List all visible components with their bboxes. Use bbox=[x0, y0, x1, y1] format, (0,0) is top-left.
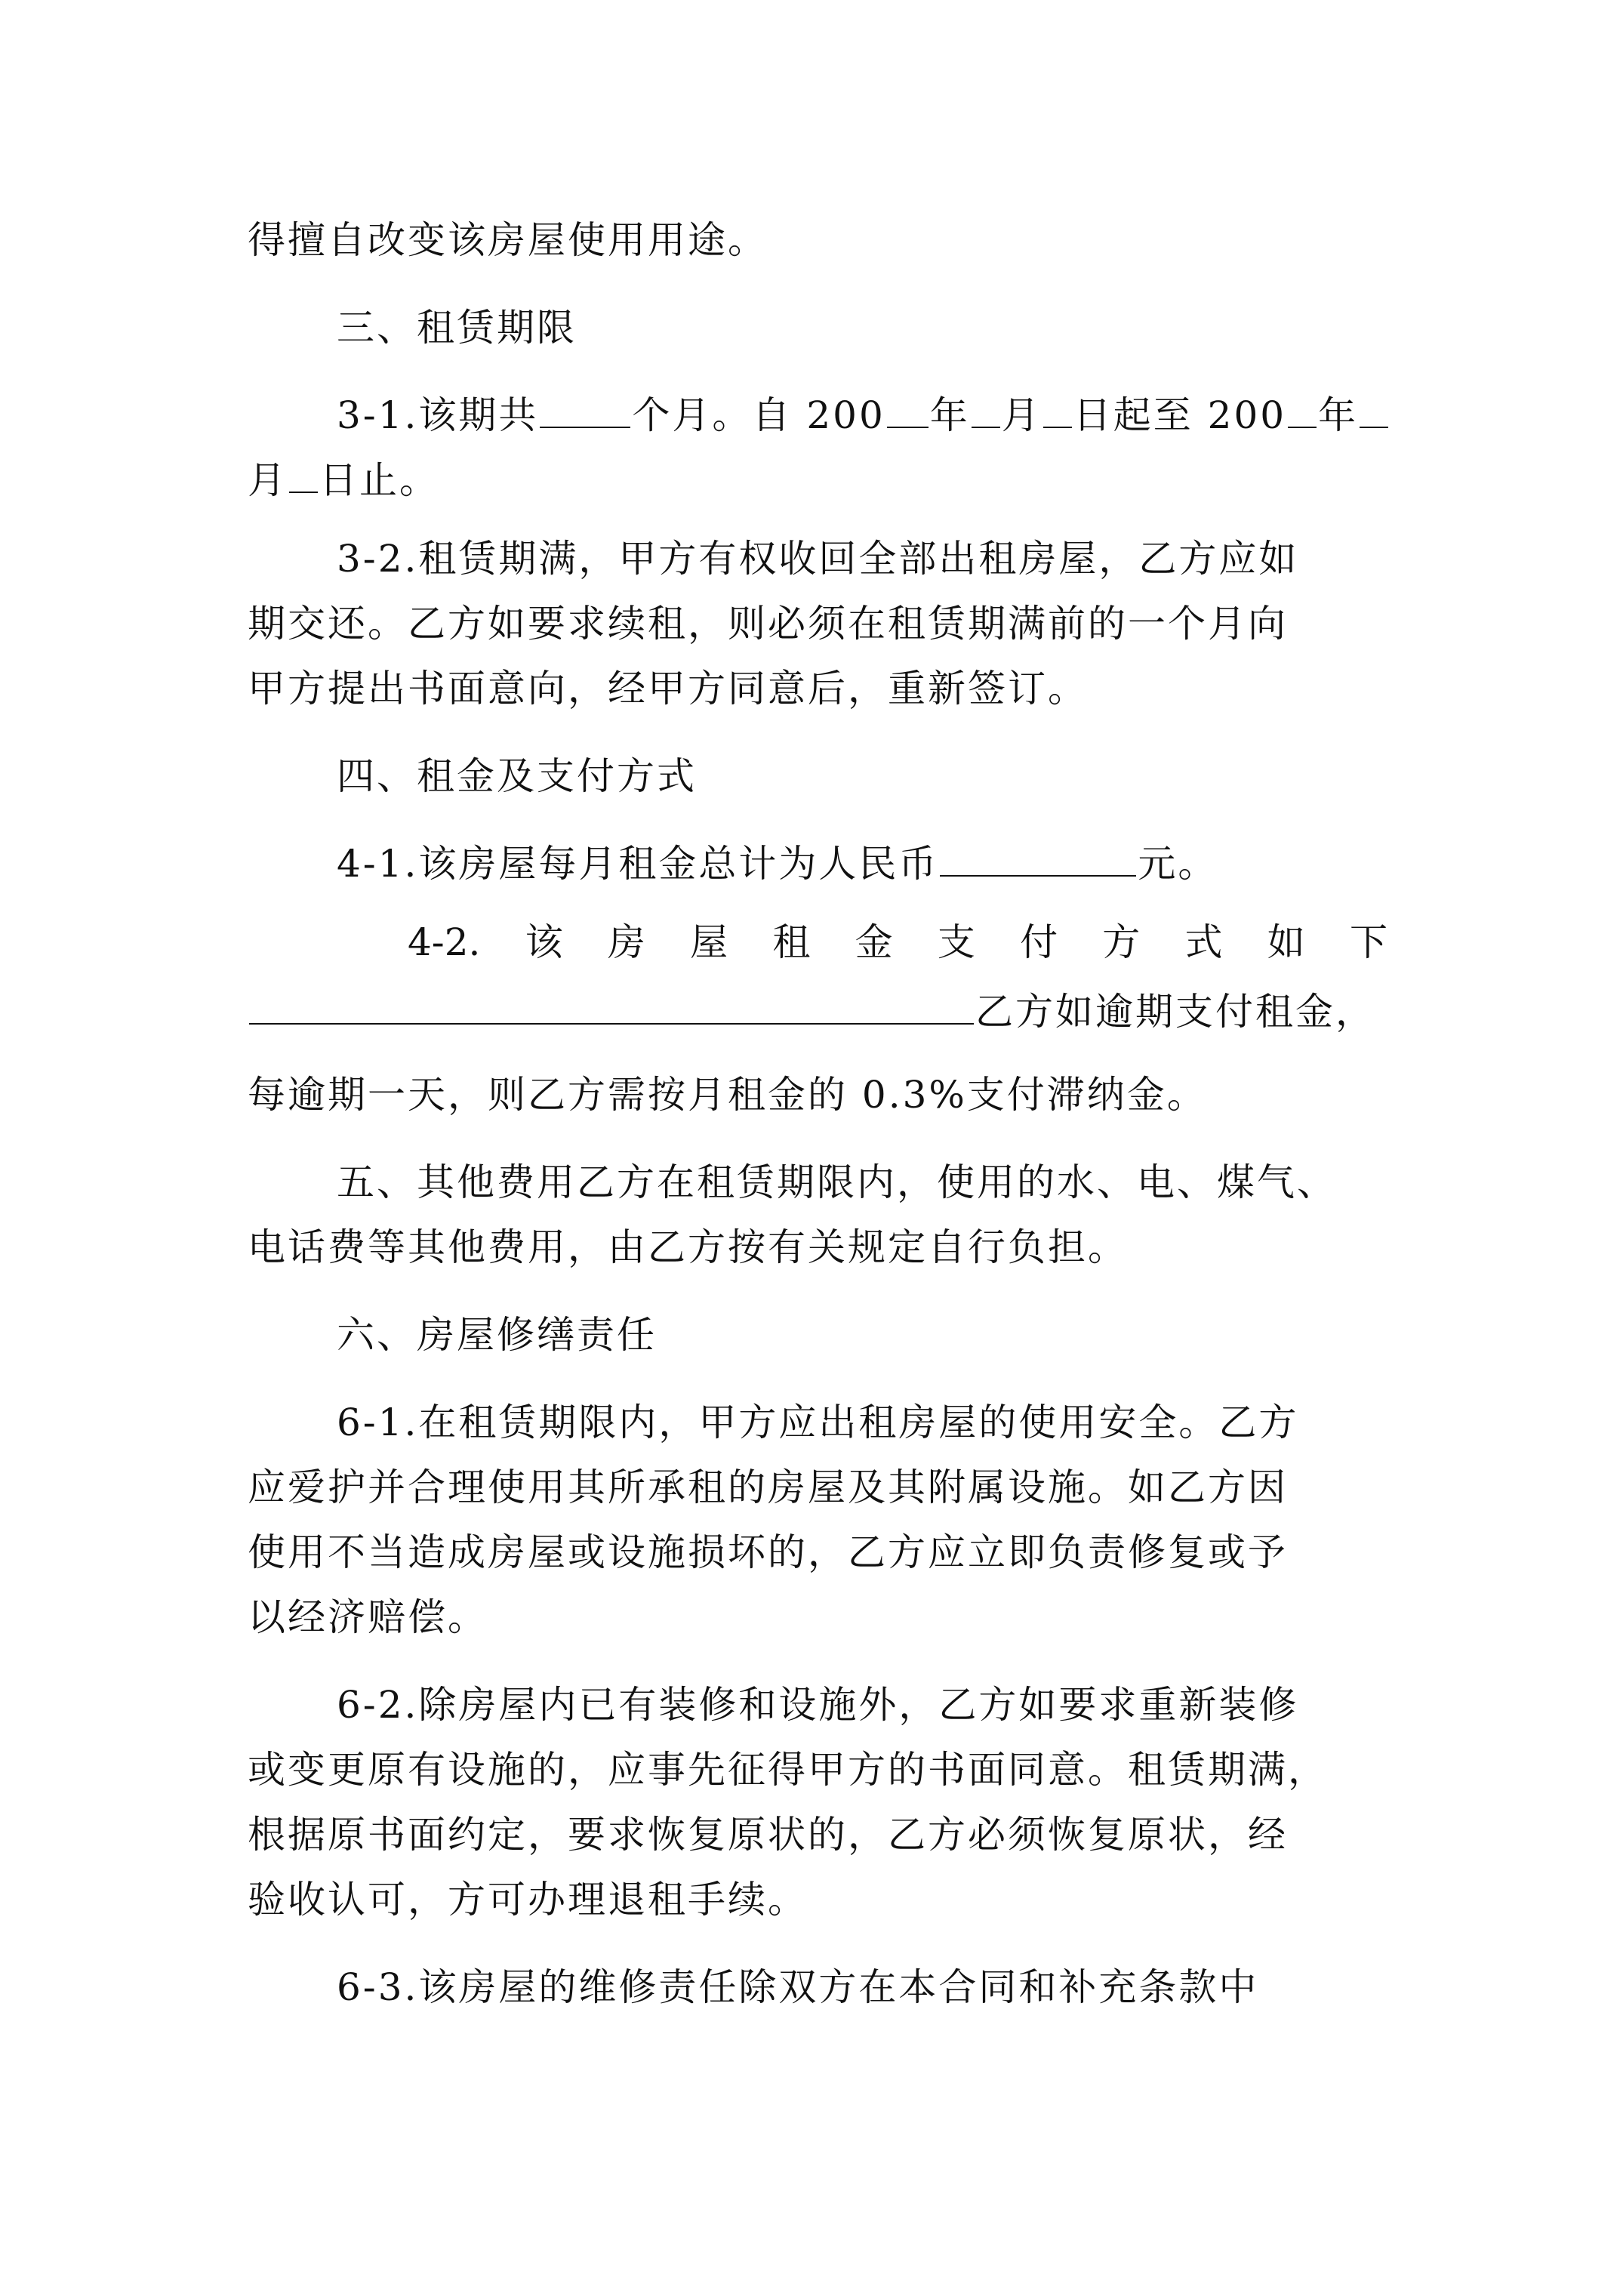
text-fragment: 年 bbox=[1318, 393, 1359, 437]
text-fragment: 式 bbox=[1184, 920, 1223, 964]
blank-field bbox=[540, 392, 630, 428]
text-fragment: 支 bbox=[937, 920, 975, 964]
text-fragment: 付 bbox=[1020, 920, 1058, 964]
text-fragment: 乙方如逾期支付租金， bbox=[975, 990, 1375, 1034]
text-fragment: 租 bbox=[772, 920, 811, 964]
text-fragment: 屋 bbox=[690, 920, 728, 964]
text-line: 期交还。乙方如要求续租，则必须在租赁期满前的一个月向 bbox=[248, 602, 1288, 646]
text-fragment: 月 bbox=[1001, 393, 1042, 437]
text-fragment: 金 bbox=[855, 920, 893, 964]
text-fragment: 如 bbox=[1267, 920, 1305, 964]
blank-field bbox=[972, 392, 1000, 428]
blank-field bbox=[289, 457, 318, 493]
text-line: 验收认可，方可办理退租手续。 bbox=[248, 1878, 808, 1922]
text-line: 使用不当造成房屋或设施损坏的，乙方应立即负责修复或予 bbox=[248, 1530, 1288, 1574]
text-fragment: 年 bbox=[929, 393, 970, 437]
text-fragment: 房 bbox=[607, 920, 645, 964]
section-heading: 四、租金及支付方式 bbox=[337, 754, 697, 798]
text-fragment: 下 bbox=[1350, 920, 1387, 964]
text-line: 五、其他费用乙方在租赁期限内，使用的水、电、煤气、 bbox=[337, 1160, 1337, 1204]
text-line: 电话费等其他费用，由乙方按有关规定自行负担。 bbox=[248, 1225, 1128, 1269]
text-line: 得擅自改变该房屋使用用途。 bbox=[248, 218, 768, 262]
text-fragment: 3-1.该期共 bbox=[337, 393, 539, 437]
clause-4-2 bbox=[408, 914, 1548, 971]
text-fragment: 4-1.该房屋每月租金总计为人民币 bbox=[337, 842, 939, 886]
text-line: 或变更原有设施的，应事先征得甲方的书面同意。租赁期满， bbox=[248, 1748, 1328, 1792]
clause-3-1-cont bbox=[248, 451, 1387, 509]
blank-field bbox=[1043, 392, 1072, 428]
text-fragment: 个月。自 200 bbox=[632, 393, 885, 437]
text-fragment: 4-2. bbox=[408, 920, 481, 964]
text-line: 每逾期一天，则乙方需按月租金的 0.3%支付滞纳金。 bbox=[248, 1073, 1207, 1117]
blank-field bbox=[1360, 392, 1388, 428]
blank-field bbox=[1288, 392, 1317, 428]
text-line: 3-2.租赁期满，甲方有权收回全部出租房屋，乙方应如 bbox=[337, 537, 1299, 581]
section-heading: 三、租赁期限 bbox=[337, 306, 577, 350]
text-fragment: 该 bbox=[525, 920, 563, 964]
section-heading: 六、房屋修缮责任 bbox=[337, 1313, 657, 1357]
text-line: 6-3.该房屋的维修责任除双方在本合同和补充条款中 bbox=[337, 1965, 1259, 2009]
text-fragment: 日止。 bbox=[319, 458, 439, 502]
text-line: 根据原书面约定，要求恢复原状的，乙方必须恢复原状，经 bbox=[248, 1813, 1288, 1857]
text-line: 以经济赔偿。 bbox=[248, 1595, 488, 1639]
text-line: 6-1.在租赁期限内，甲方应出租房屋的使用安全。乙方 bbox=[337, 1401, 1299, 1444]
text-fragment: 日起至 200 bbox=[1073, 393, 1287, 437]
text-fragment: 月 bbox=[248, 458, 288, 502]
text-line: 甲方提出书面意向，经甲方同意后，重新签订。 bbox=[248, 667, 1088, 710]
clause-3-1 bbox=[337, 387, 1477, 444]
blank-field bbox=[940, 840, 1136, 877]
text-fragment: 元。 bbox=[1138, 842, 1218, 886]
text-line: 应爱护并合理使用其所承租的房屋及其附属设施。如乙方因 bbox=[248, 1465, 1288, 1509]
spread-text bbox=[408, 914, 1387, 971]
blank-field bbox=[249, 988, 974, 1025]
clause-4-1 bbox=[337, 835, 1477, 892]
clause-4-2-cont bbox=[248, 983, 1387, 1040]
text-line: 6-2.除房屋内已有装修和设施外，乙方如要求重新装修 bbox=[337, 1683, 1299, 1727]
text-fragment: 方 bbox=[1102, 920, 1141, 964]
blank-field bbox=[887, 392, 929, 428]
